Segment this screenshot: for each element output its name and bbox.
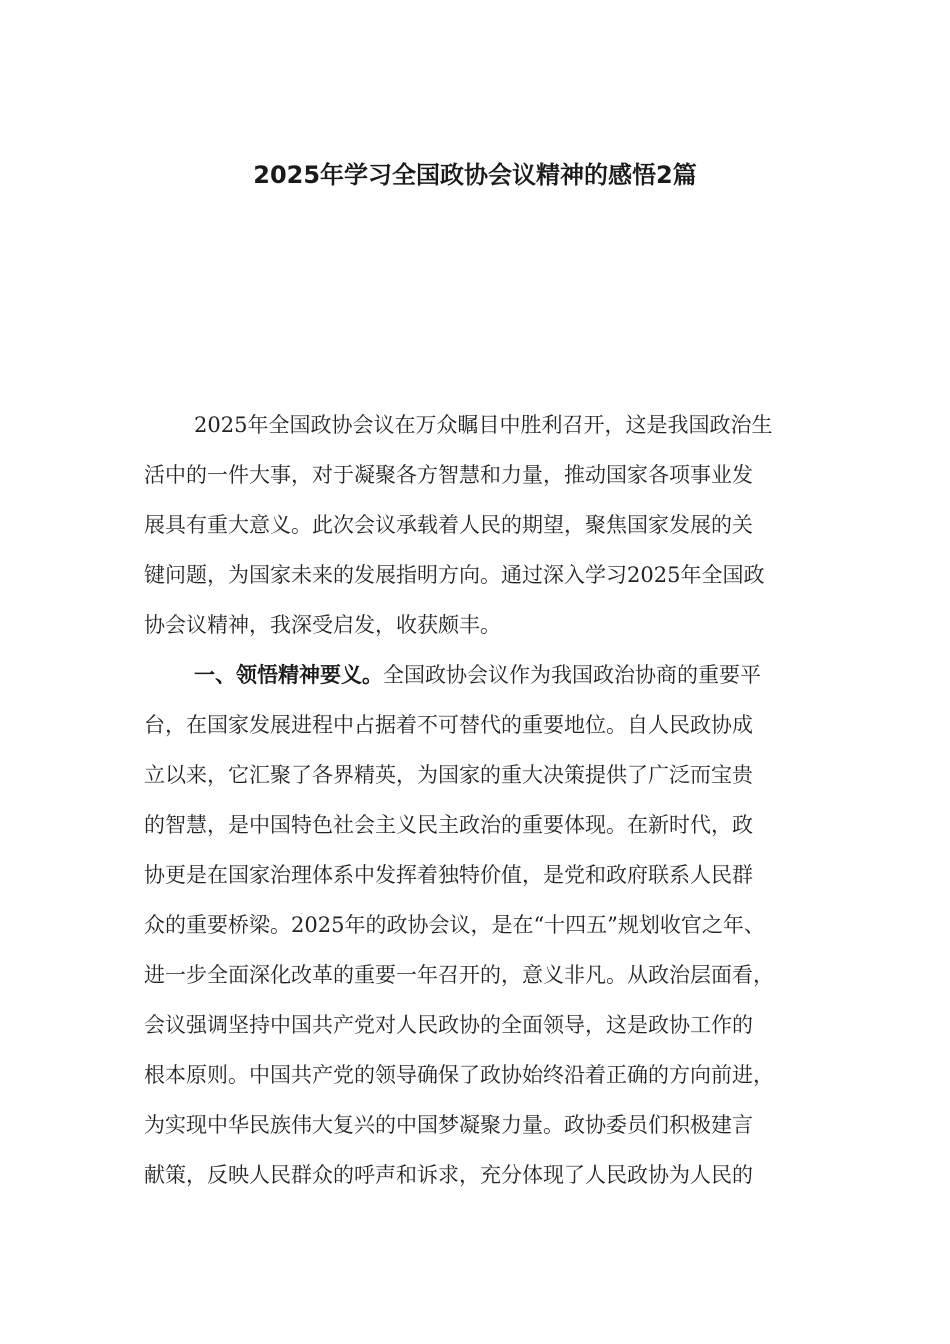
paragraph-line: 的智慧，是中国特色社会主义民主政治的重要体现。在新时代，政 <box>144 813 753 837</box>
paragraph-line: 立以来，它汇聚了各界精英，为国家的重大决策提供了广泛而宝贵 <box>144 763 753 787</box>
paragraph-line: 活中的一件大事，对于凝聚各方智慧和力量，推动国家各项事业发 <box>144 463 753 487</box>
document-title: 2025年学习全国政协会议精神的感悟2篇 <box>253 161 697 189</box>
paragraph-line: 献策，反映人民群众的呼声和诉求，充分体现了人民政协为人民的 <box>144 1163 753 1187</box>
paragraph-line: 会议强调坚持中国共产党对人民政协的全面领导，这是政协工作的 <box>144 1013 753 1037</box>
paragraph-line: 2025年全国政协会议在万众瞩目中胜利召开，这是我国政治生 <box>194 413 773 437</box>
paragraph-line: 台，在国家发展进程中占据着不可替代的重要地位。自人民政协成 <box>144 713 753 737</box>
paragraph-line: 键问题，为国家未来的发展指明方向。通过深入学习2025年全国政 <box>144 563 765 587</box>
paragraph-text: 全国政协会议作为我国政治协商的重要平 <box>383 663 761 687</box>
paragraph-line: 进一步全面深化改革的重要一年召开的，意义非凡。从政治层面看， <box>144 963 774 987</box>
paragraph-line: 众的重要桥梁。2025年的政协会议，是在“十四五”规划收官之年、 <box>144 913 765 937</box>
paragraph-line: 为实现中华民族伟大复兴的中国梦凝聚力量。政协委员们积极建言 <box>144 1113 753 1137</box>
paragraph-line: 根本原则。中国共产党的领导确保了政协始终沿着正确的方向前进， <box>144 1063 774 1087</box>
section-heading-line <box>144 650 814 700</box>
document-body <box>144 400 814 1200</box>
paragraph-line: 协更是在国家治理体系中发挥着独特价值，是党和政府联系人民群 <box>144 863 753 887</box>
section-heading: 一、领悟精神要义。 <box>194 663 383 687</box>
paragraph-line: 协会议精神，我深受启发，收获颇丰。 <box>144 613 501 637</box>
paragraph-line: 展具有重大意义。此次会议承载着人民的期望，聚焦国家发展的关 <box>144 513 753 537</box>
